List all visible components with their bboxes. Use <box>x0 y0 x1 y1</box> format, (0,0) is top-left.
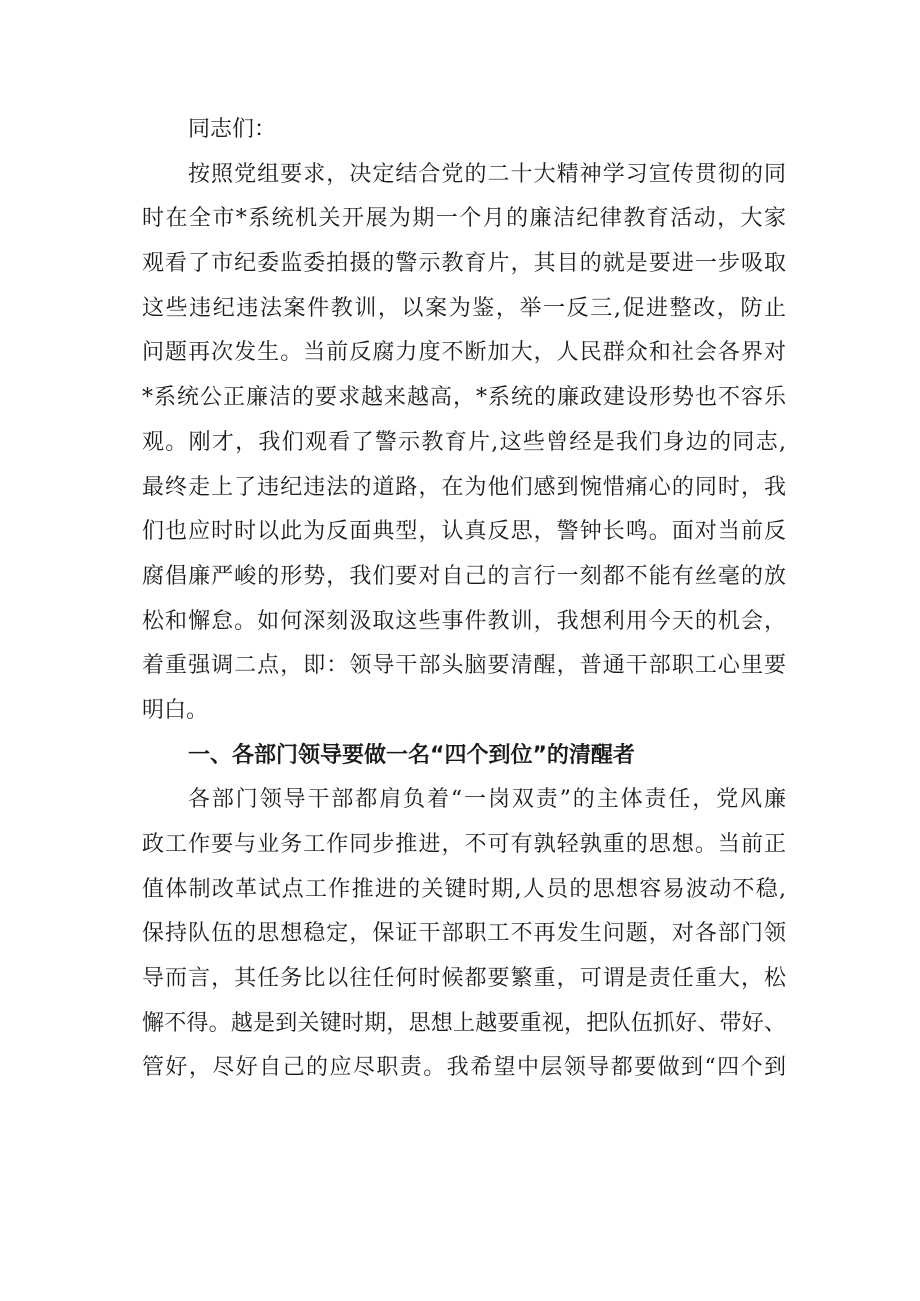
greeting-line: 同志们： <box>188 117 277 142</box>
paragraph-line: 腐倡廉严峻的形势，我们要对自己的言行一刻都不能有丝毫的放 <box>142 563 786 589</box>
paragraph-line: 保持队伍的思想稳定，保证干部职工不再发生问题，对各部门领 <box>142 921 786 947</box>
paragraph-line: 管好，尽好自己的应尽职责。我希望中层领导都要做到“四个到 <box>142 1055 786 1081</box>
paragraph-line: 着重强调二点，即：领导干部头脑要清醒，普通干部职工心里要 <box>142 653 786 679</box>
paragraph-line: 问题再次发生。当前反腐力度不断加大，人民群众和社会各界对 <box>142 340 786 366</box>
paragraph-line: *系统公正廉洁的要求越来越高，*系统的廉政建设形势也不容乐 <box>142 385 786 411</box>
paragraph-line: 按照党组要求，决定结合党的二十大精神学习宣传贯彻的同 <box>188 161 786 187</box>
paragraph-line: 政工作要与业务工作同步推进，不可有孰轻孰重的思想。当前正 <box>142 832 786 857</box>
paragraph-line: 松和懈怠。如何深刻汲取这些事件教训，我想利用今天的机会， <box>142 608 786 634</box>
paragraph-line: 最终走上了违纪违法的道路，在为他们感到惋惜痛心的同时，我 <box>142 474 786 500</box>
paragraph-line: 懈不得。越是到关键时期，思想上越要重视，把队伍抓好、带好、 <box>142 1010 786 1036</box>
paragraph-2 <box>142 778 786 1091</box>
paragraph-1 <box>142 153 786 734</box>
section-heading: 一、各部门领导要做一名“四个到位”的清醒者 <box>188 742 635 768</box>
paragraph-line: 导而言，其任务比以往任何时候都要繁重，可谓是责任重大，松 <box>142 966 786 992</box>
document-body <box>142 108 786 1091</box>
paragraph-line: 观。刚才，我们观看了警示教育片,这些曾经是我们身边的同志, <box>142 429 786 455</box>
paragraph-line: 各部门领导干部都肩负着“一岗双责”的主体责任，党风廉 <box>188 787 786 813</box>
paragraph-line: 这些违纪违法案件教训，以案为鉴，举一反三,促进整改，防止 <box>142 295 786 321</box>
paragraph-line: 们也应时时以此为反面典型，认真反思，警钟长鸣。面对当前反 <box>142 519 786 545</box>
paragraph-line: 观看了市纪委监委拍摄的警示教育片，其目的就是要进一步吸取 <box>142 251 786 277</box>
paragraph-line: 时在全市*系统机关开展为期一个月的廉洁纪律教育活动，大家 <box>142 206 786 232</box>
paragraph-line: 明白。 <box>142 697 209 723</box>
paragraph-line: 值体制改革试点工作推进的关键时期,人员的思想容易波动不稳, <box>142 876 786 902</box>
